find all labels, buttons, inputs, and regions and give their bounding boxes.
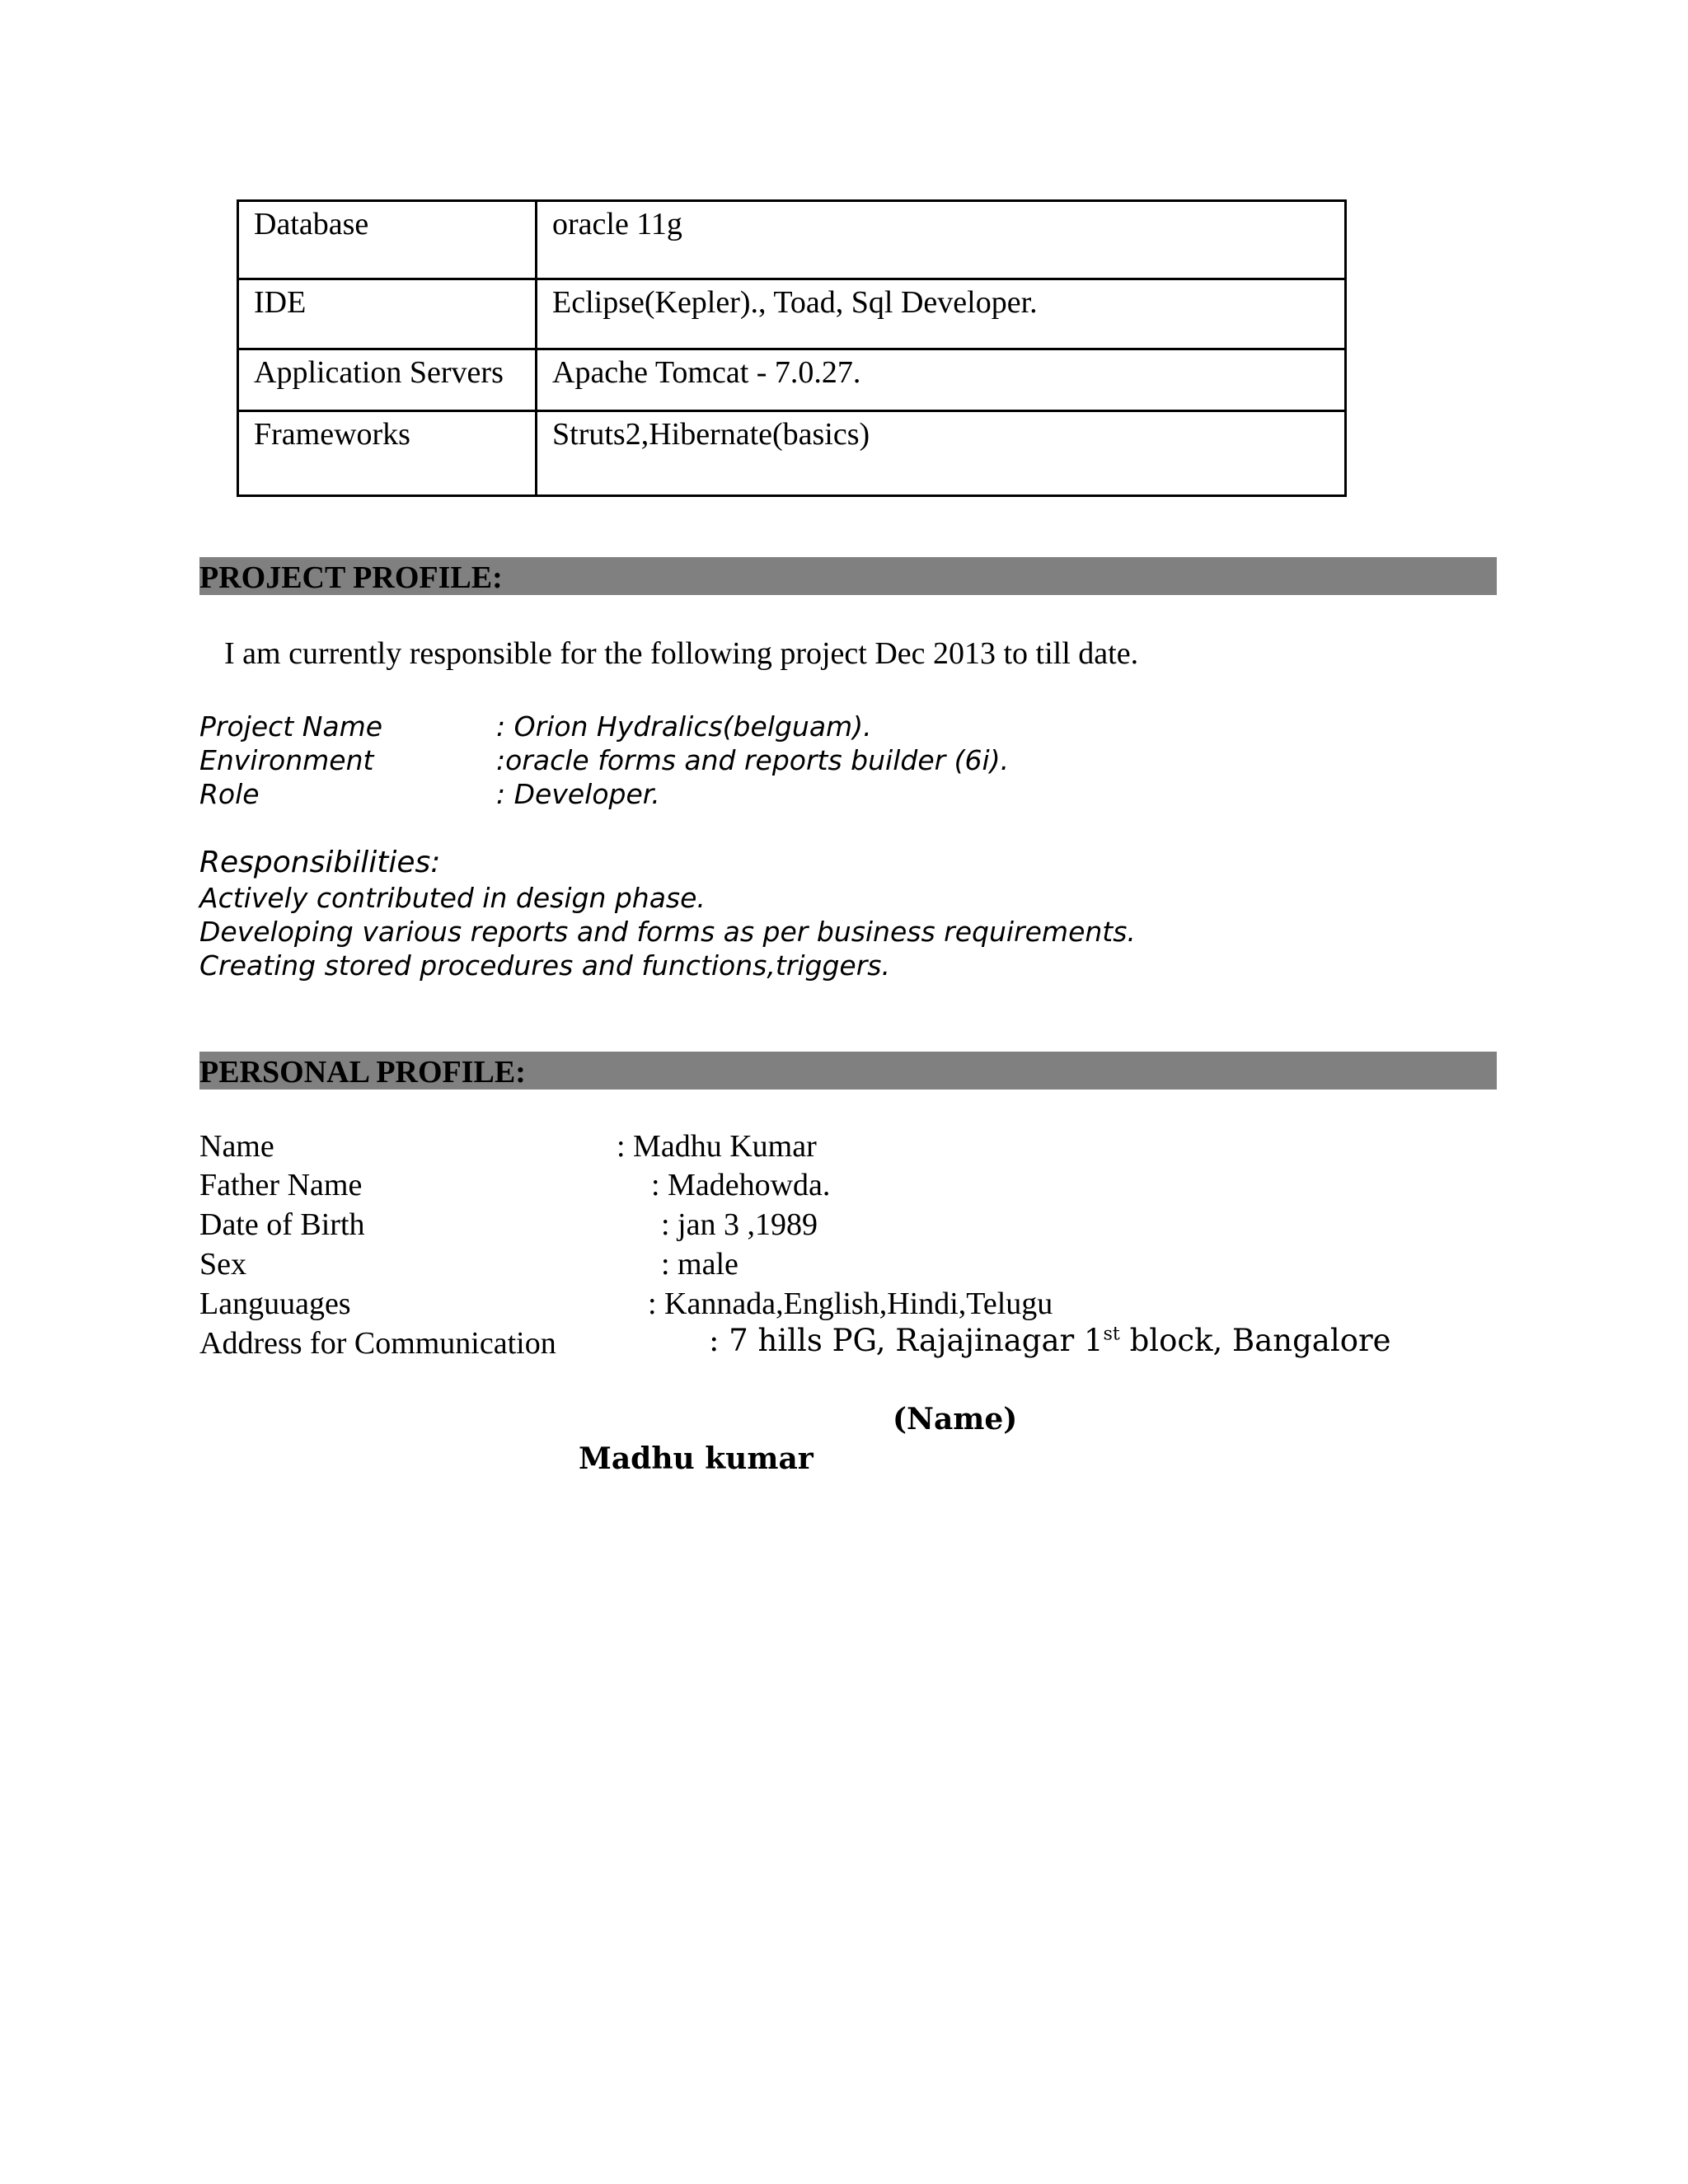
address-value-sup: st [1103,1323,1120,1345]
skill-label: Database [238,201,537,279]
address-value [709,1322,1391,1360]
skills-table [237,199,1347,497]
responsibilities-title: Responsibilities: [199,846,441,879]
sex-value: : male [661,1247,738,1282]
project-name-value: : Orion Hydralics(belguam). [496,710,872,743]
signature-name-label: (Name) [893,1402,1018,1436]
name-label: Name [199,1129,274,1164]
address-value-main: : 7 hills PG, Rajajinagar 1 [709,1323,1104,1358]
father-name-label: Father Name [199,1168,363,1202]
name-value: : Madhu Kumar [617,1129,817,1164]
languages-label: Languuages [199,1286,351,1321]
skill-value: oracle 11g [537,201,1346,279]
table-row [238,201,1346,279]
father-name-value: : Madehowda. [651,1168,831,1202]
responsibility-item: Actively contributed in design phase. [199,882,706,914]
table-row [238,279,1346,349]
skill-value: Struts2,Hibernate(basics) [537,411,1346,496]
skill-value: Apache Tomcat - 7.0.27. [537,349,1346,411]
environment-value: :oracle forms and reports builder (6i). [496,744,1010,776]
project-intro: I am currently responsible for the following project Dec 2013 to till date. [224,636,1139,671]
address-label: Address for Communication [199,1326,556,1361]
project-profile-heading: PROJECT PROFILE: [199,557,1497,595]
languages-value: : Kannada,English,Hindi,Telugu [648,1286,1053,1321]
dob-label: Date of Birth [199,1207,365,1242]
responsibility-item: Creating stored procedures and functions,triggers. [199,949,890,982]
signature-name: Madhu kumar [579,1441,814,1476]
skill-label: Frameworks [238,411,537,496]
skill-label: Application Servers [238,349,537,411]
table-row [238,349,1346,411]
dob-value: : jan 3 ,1989 [661,1207,818,1242]
responsibility-item: Developing various reports and forms as per business requirements. [199,916,1136,948]
environment-label: Environment [199,744,374,776]
role-label: Role [199,778,260,810]
table-row [238,411,1346,496]
address-value-suffix: block, Bangalore [1119,1323,1391,1358]
skill-value: Eclipse(Kepler)., Toad, Sql Developer. [537,279,1346,349]
personal-profile-heading: PERSONAL PROFILE: [199,1052,1497,1090]
sex-label: Sex [199,1247,246,1282]
skill-label: IDE [238,279,537,349]
project-name-label: Project Name [199,710,383,743]
role-value: : Developer. [496,778,660,810]
